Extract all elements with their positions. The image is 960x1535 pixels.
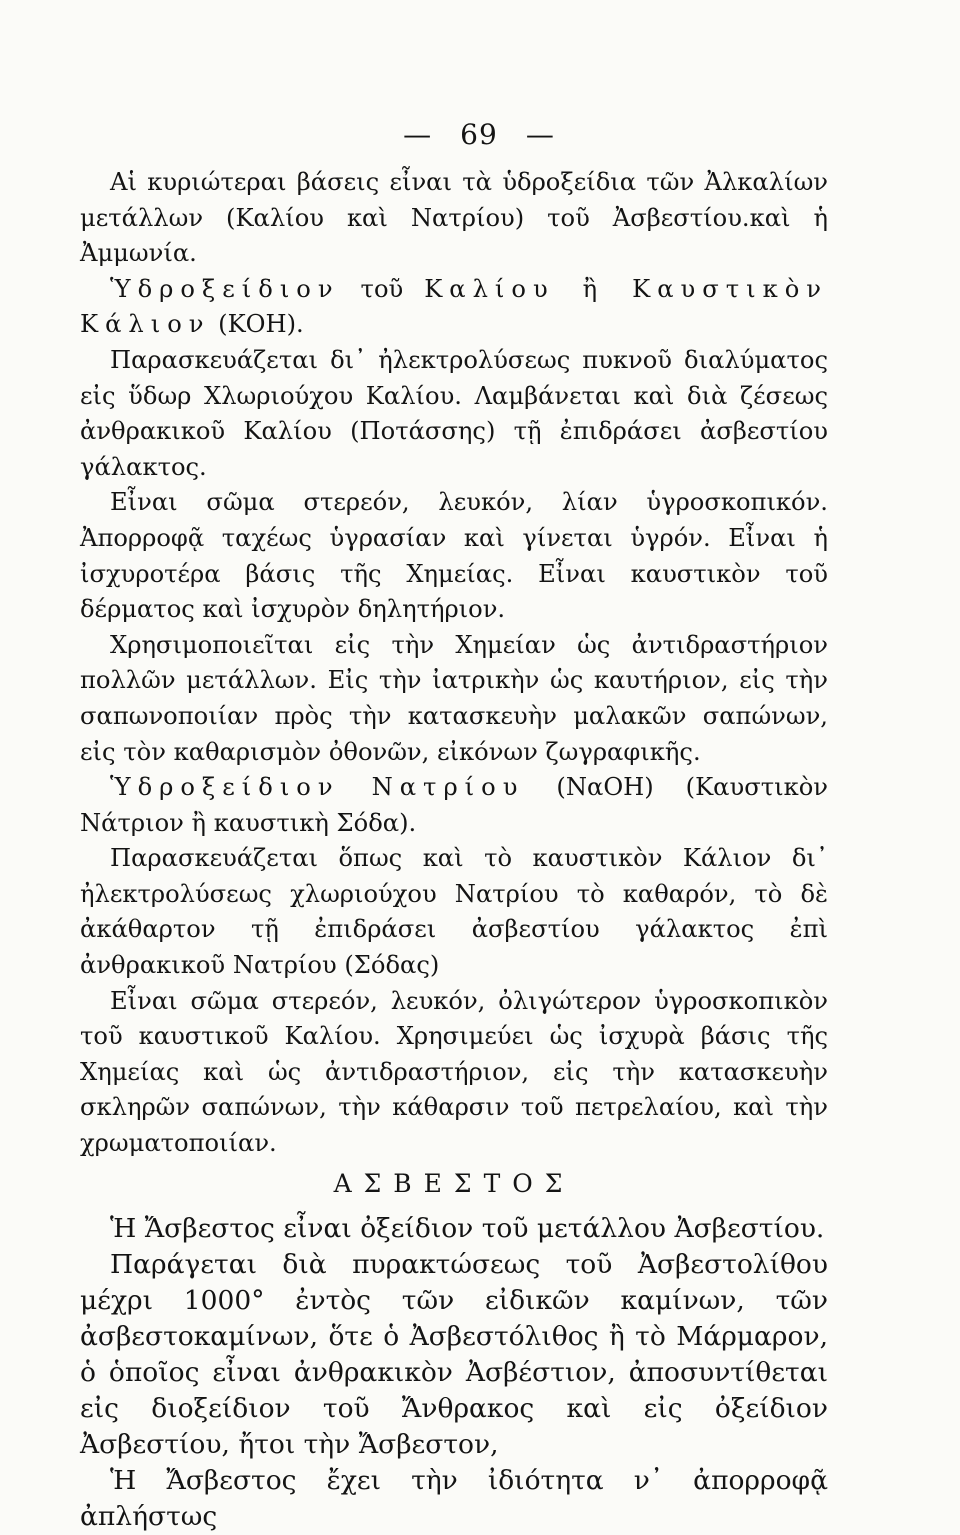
paragraph-naoh-preparation: Παρασκευάζεται ὅπως καὶ τὸ καυστικὸν Κάλιον δι᾽ ἠλεκτρολύσεως χλωριούχου Νατρίου τὸ καθαρόν, τὸ δὲ ἀκάθαρτον τῇ ἐπιδράσει ἀσβεστίου γάλακτος ἐπὶ ἀνθρακικοῦ Νατρίου (Σόδας) xyxy=(80,844,828,980)
spaced-term-2: Καλίου ἢ Καυστικὸν Κάλιον xyxy=(80,274,829,339)
spaced-term: Ὑδροξείδιον xyxy=(110,274,340,303)
formula-text: (ΚΟΗ). xyxy=(210,310,304,339)
paragraph-lime-definition: Ἡ Ἄσβεστος εἶναι ὀξείδιον τοῦ μετάλλου Ἀσβεστίου. xyxy=(110,1213,825,1245)
connector-text: τοῦ xyxy=(339,274,425,303)
paragraph-lime-production: Παράγεται διὰ πυρακτώσεως τοῦ Ἀσβεστολίθου μέχρι 1000° ἐντὸς τῶν εἰδικῶν καμίνων, τῶν ἀσβεστοκαμίνων, ὅτε ὁ Ἀσβεστόλιθος ἢ τὸ Μάρμαρον, ὁ ὁποῖος εἶναι ἀνθρακικὸν Ἀσβέστιον, ἀποσυντίθεται εἰς διοξείδιον τοῦ Ἄνθρακος καὶ εἰς ὀξείδιον Ἀσβεστίου, ἤτοι τὴν Ἄσβεστον, xyxy=(80,1249,828,1461)
page-number xyxy=(80,118,828,151)
paragraph-koh-properties: Εἶναι σῶμα στερεόν, λευκόν, λίαν ὑγροσκοπικόν. Ἀπορροφᾷ ταχέως ὑγρασίαν καὶ γίνεται ὑγρόν. Εἶναι ἡ ἰσχυροτέρα βάσις τῆς Χημείας. Εἶναι καυστικὸν τοῦ δέρματος καὶ ἰσχυρὸν δηλητήριον. xyxy=(80,488,828,624)
section-heading-lime: ΑΣΒΕΣΤΟΣ xyxy=(333,1168,575,1198)
spaced-term-2: Νατρίου xyxy=(371,773,525,802)
paragraph-koh-preparation: Παρασκευάζεται δι᾽ ἠλεκτρολύσεως πυκνοῦ διαλύματος εἰς ὕδωρ Χλωριούχου Καλίου. Λαμβάνεται καὶ διὰ ζέσεως ἀνθρακικοῦ Καλίου (Ποτάσσης) τῇ ἐπιδράσει ἀσβεστίου γάλακτος. xyxy=(80,345,828,481)
body-text xyxy=(80,165,828,1535)
paragraph-lime-property: Ἡ Ἄσβεστος ἔχει τὴν ἰδιότητα ν᾽ ἀπορροφᾷ ἀπλήστως xyxy=(80,1465,828,1533)
paragraph-koh-uses: Χρησιμοποιεῖται εἰς τὴν Χημείαν ὡς ἀντιδραστήριον πολλῶν μετάλλων. Εἰς τὴν ἰατρικὴν ὡς καυτήριον, εἰς τὴν σαπωνοποιίαν πρὸς τὴν κατασκευὴν μαλακῶν σαπώνων, εἰς τὸν καθαρισμὸν ὀθονῶν, εἰκόνων ζωγραφικῆς. xyxy=(80,630,828,766)
spaced-term: Ὑδροξείδιον xyxy=(110,773,340,802)
subheading-sodium-hydroxide xyxy=(80,770,828,841)
page-number-dash-right: — xyxy=(525,118,555,151)
paragraph-naoh-properties: Εἶναι σῶμα στερεόν, λευκόν, ὀλιγώτερον ὑγροσκοπικὸν τοῦ καυστικοῦ Καλίου. Χρησιμεύει ὡς ἰσχυρὰ βάσις τῆς Χημείας καὶ ὡς ἀντιδραστήριον, εἰς τὴν κατασκευὴν σκληρῶν σαπώνων, τὴν κάθαρσιν τοῦ πετρελαίου, καὶ τὴν χρωματοποιίαν. xyxy=(80,986,828,1158)
connector-text xyxy=(340,773,372,801)
page-number-value: 69 xyxy=(460,118,498,151)
subheading-potassium-hydroxide xyxy=(80,272,828,343)
formula-text: (ΝαΟΗ) (Καυστικὸν Νάτριον ἢ καυστικὴ Σόδα). xyxy=(80,773,828,837)
page-number-dash-left: — xyxy=(403,118,433,151)
paragraph-bases-intro: Αἱ κυριώτεραι βάσεις εἶναι τὰ ὑδροξείδια τῶν Ἀλκαλίων μετάλλων (Καλίου καὶ Νατρίου) τοῦ Ἀσβεστίου.καὶ ἡ Ἀμμωνία. xyxy=(80,168,828,268)
